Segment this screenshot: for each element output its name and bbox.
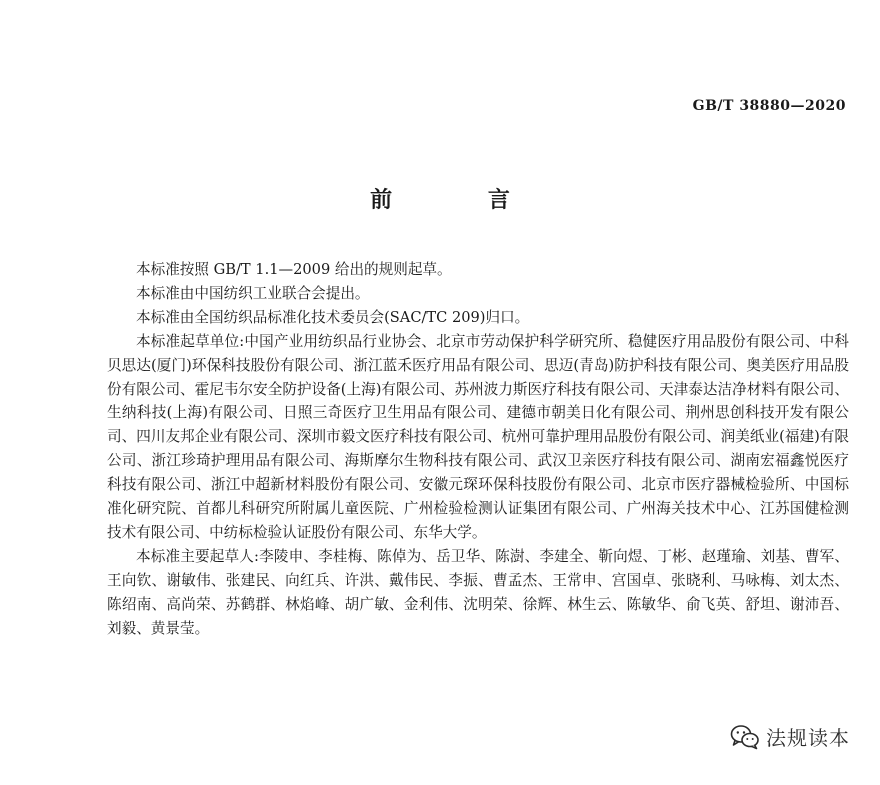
paragraph-drafters: 本标准主要起草人:李陵申、李桂梅、陈倬为、岳卫华、陈澍、李建全、靳向煜、丁彬、赵瑾瑜、刘基、曹军、王向钦、谢敏伟、张建民、向红兵、许洪、戴伟民、李振、曹孟杰、王常申、宫国卓、张晓利、马咏梅、刘太杰、陈绍南、高尚荣、苏鹤群、林焰峰、胡广敏、金利伟、沈明荣、徐辉、林生云、陈敏华、俞飞英、舒坦、谢沛吾、刘毅、黄景莹。 — [107, 547, 849, 637]
foreword-body — [107, 258, 849, 641]
paragraph-committee: 本标准由全国纺织品标准化技术委员会(SAC/TC 209)归口。 — [136, 308, 530, 326]
watermark — [730, 722, 850, 751]
page-title: 前 言 — [370, 187, 554, 213]
paragraph-proposer: 本标准由中国纺织工业联合会提出。 — [136, 284, 370, 302]
paragraph-drafting-units: 本标准起草单位:中国产业用纺织品行业协会、北京市劳动保护科学研究所、稳健医疗用品股份有限公司、中科贝思达(厦门)环保科技股份有限公司、浙江蓝禾医疗用品有限公司、思迈(青岛)防护科技有限公司、奥美医疗用品股份有限公司、霍尼韦尔安全防护设备(上海)有限公司、苏州波力斯医疗科技有限公司、天津泰达洁净材料有限公司、生纳科技(上海)有限公司、日照三奇医疗卫生用品有限公司、建德市朝美日化有限公司、荆州思创科技开发有限公司、四川友邦企业有限公司、深圳市毅文医疗科技有限公司、杭州可靠护理用品股份有限公司、润美纸业(福建)有限公司、浙江珍琦护理用品有限公司、海斯摩尔生物科技有限公司、武汉卫亲医疗科技有限公司、湖南宏福鑫悦医疗科技有限公司、浙江中超新材料股份有限公司、安徽元琛环保科技股份有限公司、北京市医疗器械检验所、中国标准化研究院、首都儿科研究所附属儿童医院、广州检验检测认证集团有限公司、广州海关技术中心、江苏国健检测技术有限公司、中纺标检验认证股份有限公司、东华大学。 — [107, 332, 849, 541]
paragraph-drafting-rules: 本标准按照 GB/T 1.1—2009 给出的规则起草。 — [136, 261, 452, 278]
watermark-text: 法规读本 — [766, 726, 850, 750]
standard-code: GB/T 38880—2020 — [692, 98, 846, 114]
wechat-icon — [730, 724, 760, 750]
